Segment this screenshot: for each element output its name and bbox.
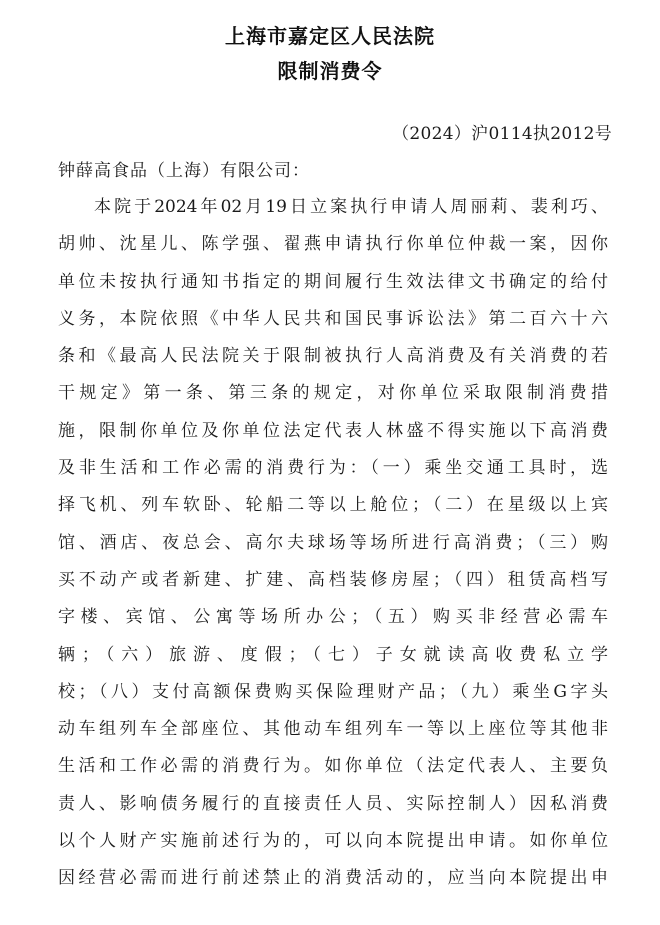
addressee: 钟薛高食品（上海）有限公司：	[58, 161, 310, 181]
body-line: 校；（八）支付高额保费购买保险理财产品；（九）乘坐G字头	[58, 681, 608, 702]
body-line: 买不动产或者新建、扩建、高档装修房屋；（四）租赁高档写	[58, 569, 608, 590]
body-line: 条和《最高人民法院关于限制被执行人高消费及有关消费的若	[58, 346, 608, 367]
body-line: 施，限制你单位及你单位法定代表人林盛不得实施以下高消费	[58, 420, 608, 441]
body-line: 及非生活和工作必需的消费行为：（一）乘坐交通工具时，选	[58, 458, 608, 479]
document-title: 限制消费令	[277, 59, 383, 83]
court-name: 上海市嘉定区人民法院	[225, 24, 435, 48]
body-line: 字楼、宾馆、公寓等场所办公；（五）购买非经营必需车	[58, 607, 608, 628]
body-line: 单位未按执行通知书指定的期间履行生效法律文书确定的给付	[58, 271, 608, 292]
body-line: 干规定》第一条、第三条的规定，对你单位采取限制消费措	[58, 383, 608, 404]
body-line: 辆；（六）旅游、度假；（七）子女就读高收费私立学	[58, 644, 608, 665]
body-line: 责人、影响债务履行的直接责任人员、实际控制人）因私消费	[58, 793, 608, 814]
body-line: 胡帅、沈星儿、陈学强、翟燕申请执行你单位仲裁一案，因你	[58, 234, 608, 255]
body-line: 生活和工作必需的消费行为。如你单位（法定代表人、主要负	[58, 756, 608, 777]
body-line: 本院于2024年02月19日立案执行申请人周丽莉、裴利巧、	[94, 197, 608, 217]
case-number: （2024）沪0114执2012号	[392, 124, 612, 144]
body-line: 义务，本院依照《中华人民共和国民事诉讼法》第二百六十六	[58, 308, 608, 329]
body-line: 以个人财产实施前述行为的，可以向本院提出申请。如你单位	[58, 831, 608, 852]
body-line: 动车组列车全部座位、其他动车组列车一等以上座位等其他非	[58, 719, 608, 740]
body-line: 择飞机、列车软卧、轮船二等以上舱位；（二）在星级以上宾	[58, 495, 608, 516]
body-text	[58, 194, 608, 903]
body-line: 馆、酒店、夜总会、高尔夫球场等场所进行高消费；（三）购	[58, 532, 608, 553]
body-line: 因经营必需而进行前述禁止的消费活动的，应当向本院提出申	[58, 868, 608, 889]
